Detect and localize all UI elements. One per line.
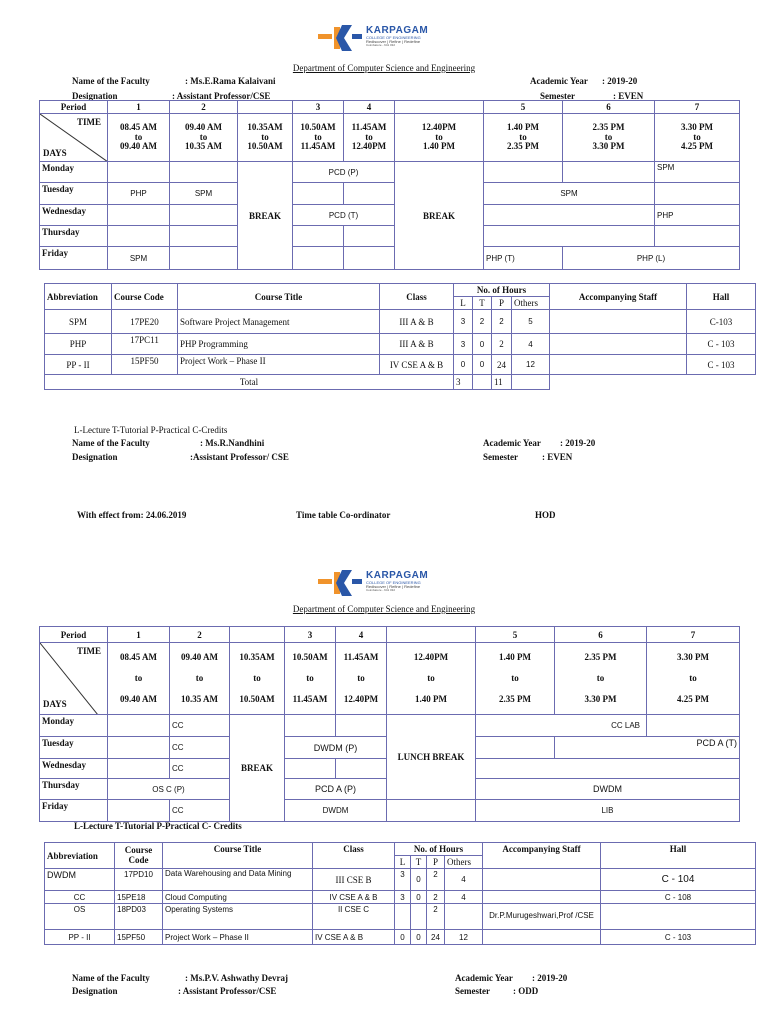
row-code: 17PD10 [115,869,163,891]
cell [476,737,555,759]
period-header: Period [40,627,108,643]
academic-year-label: Academic Year [483,438,541,448]
period-6: 6 [563,101,655,114]
time-slot-3: 10.50AM to 11.45AM [293,114,344,162]
row-p: 24 [492,355,512,375]
lunch-header-cell [395,101,484,114]
row-p: 2 [427,904,445,930]
thursday-dwdm: DWDM [476,779,740,800]
row-class: IV CSE A & B [380,355,454,375]
period-1: 1 [108,627,170,643]
friday-cc: CC [170,800,230,822]
row-staff [550,310,687,334]
row-class: IV CSE A & B [313,930,395,945]
header-t: T [411,856,427,869]
row-title: Cloud Computing [163,891,313,904]
row-abbr: PHP [45,334,112,355]
time-slot-break: 10.35AM to 10.50AM [230,643,285,715]
header-l: L [395,856,411,869]
table-row [45,869,756,891]
period-header: Period [40,101,108,114]
faculty-label: Name of the Faculty [72,438,150,448]
monday-cc-lab: CC LAB [476,715,647,737]
header-staff: Accompanying Staff [483,843,601,869]
faculty-value: : Ms.R.Nandhini [200,438,265,448]
row-t: 2 [473,310,492,334]
row-others: 12 [512,355,550,375]
period-5: 5 [484,101,563,114]
tuesday-spm: SPM [170,183,238,205]
logo-name: KARPAGAM [366,570,429,581]
cell [170,162,238,183]
break-header-cell [230,627,285,643]
semester-label: Semester [540,91,575,101]
days-label: DAYS [43,699,67,709]
lunch-column: LUNCH BREAK [387,715,476,800]
header-p: P [427,856,445,869]
row-staff [483,930,601,945]
period-3: 3 [293,101,344,114]
header-others: Others [445,856,483,869]
logo-line1: COLLEGE OF ENGINEERING [366,580,421,585]
cell [476,759,740,779]
break-header-cell [238,101,293,114]
cell [344,247,395,270]
tuesday-pcd: PCD A (T) [555,737,740,759]
total-l: 3 [454,375,473,390]
row-l: 3 [454,334,473,355]
logo-name: KARPAGAM [366,25,429,36]
day-wednesday: Wednesday [40,759,108,779]
row-staff [550,334,687,355]
row-staff [483,869,601,891]
time-slot-1: 08.45 AM to 09.40 AM [108,114,170,162]
cell [336,715,387,737]
row-t: 0 [411,930,427,945]
time-days-header [40,114,108,162]
academic-year-value: : 2019-20 [602,76,638,86]
day-wednesday: Wednesday [40,205,108,226]
day-thursday: Thursday [40,779,108,800]
period-3: 3 [285,627,336,643]
row-class: II CSE C [313,904,395,930]
total-p: 11 [492,375,512,390]
period-2: 2 [170,627,230,643]
monday-spm: SPM [655,162,740,183]
time-slot-4: 11.45AM to 12.40PM [344,114,395,162]
wednesday-pcd: PCD (T) [293,205,395,226]
logo-line3: Coimbatore - 641 032 [366,43,396,47]
tuesday-cc: CC [170,737,230,759]
row-hall: C - 103 [601,930,756,945]
row-code: 15PF50 [112,355,178,375]
monday-pcd: PCD (P) [293,162,395,183]
row-others [445,904,483,930]
table-row [45,334,756,355]
college-logo [318,25,468,51]
header-l: L [454,297,473,310]
day-friday: Friday [40,800,108,822]
row-abbr: PP - II [45,930,115,945]
header-staff: Accompanying Staff [550,284,687,310]
row-abbr: DWDM [45,869,115,891]
row-p: 24 [427,930,445,945]
header-course-title: Course Title [178,284,380,310]
row-others: 4 [512,334,550,355]
cell [647,715,740,737]
tuesday-spm-afternoon: SPM [484,183,655,205]
row-p: 2 [427,891,445,904]
cell [655,226,740,247]
break-column: BREAK [238,162,293,270]
cell [170,226,238,247]
total-row [45,375,756,390]
academic-year-label: Academic Year [530,76,588,86]
cell [170,247,238,270]
logo-line3: Coimbatore - 641 032 [366,588,396,592]
header-no-of-hours: No. of Hours [454,284,550,297]
row-l: 0 [454,355,473,375]
cell [387,800,476,822]
row-staff: Dr.P.Murugeshwari,Prof /CSE [483,904,601,930]
header-abbreviation: Abbreviation [45,284,112,310]
day-monday: Monday [40,162,108,183]
day-monday: Monday [40,715,108,737]
designation-label: Designation [72,91,118,101]
monday-cc: CC [170,715,230,737]
faculty-label: Name of the Faculty [72,76,150,86]
cell [550,375,756,390]
row-code: 15PE18 [115,891,163,904]
timetable-1 [39,100,740,270]
cell [108,162,170,183]
time-slot-lunch: 12.40PM to 1.40 PM [395,114,484,162]
time-label: TIME [76,646,101,656]
cell [344,226,395,247]
timetable-2 [39,626,740,822]
department-title: Department of Computer Science and Engineering [292,63,476,73]
cell [293,226,344,247]
break-column: BREAK [230,715,285,822]
lunch-header-cell [387,627,476,643]
row-abbr: SPM [45,310,112,334]
row-hall: C - 103 [687,334,756,355]
time-slot-2: 09.40 AM to 10.35 AM [170,643,230,715]
row-others: 5 [512,310,550,334]
row-abbr: PP - II [45,355,112,375]
cell [108,226,170,247]
time-slot-break: 10.35AM to 10.50AM [238,114,293,162]
row-l [395,904,411,930]
cell [108,715,170,737]
row-abbr: CC [45,891,115,904]
header-no-of-hours: No. of Hours [395,843,483,856]
header-course-code: Course Code [112,284,178,310]
friday-spm: SPM [108,247,170,270]
designation-value: : Assistant Professor/CSE [172,91,271,101]
days-label: DAYS [43,148,67,158]
day-tuesday: Tuesday [40,183,108,205]
semester-label: Semester [455,986,490,996]
faculty-label: Name of the Faculty [72,973,150,983]
logo-line1: COLLEGE OF ENGINEERING [366,35,421,40]
with-effect-from: With effect from: 24.06.2019 [77,510,187,520]
time-slot-7: 3.30 PM to 4.25 PM [647,643,740,715]
legend-2: L-Lecture T-Tutorial P-Practical C- Credits [74,821,242,831]
cell [285,715,336,737]
logo-line2: Rediscover | Refine | Redefine [366,584,421,589]
period-6: 6 [555,627,647,643]
row-title: Operating Systems [163,904,313,930]
row-others: 12 [445,930,483,945]
period-1: 1 [108,101,170,114]
time-slot-5: 1.40 PM to 2.35 PM [484,114,563,162]
time-slot-5: 1.40 PM to 2.35 PM [476,643,555,715]
day-friday: Friday [40,247,108,270]
tuesday-dwdm: DWDM (P) [285,737,387,759]
row-hall: C - 104 [601,869,756,891]
course-table-1 [44,283,756,390]
row-others: 4 [445,869,483,891]
row-class: III A & B [380,334,454,355]
row-t: 0 [411,869,427,891]
time-days-header [40,643,108,715]
karpagam-logo-icon [318,570,362,596]
thursday-os: OS C (P) [108,779,230,800]
table-row [45,904,756,930]
cell [655,183,740,205]
table-row [45,930,756,945]
row-l: 0 [395,930,411,945]
row-l: 3 [454,310,473,334]
row-class: IV CSE A & B [313,891,395,904]
row-p: 2 [427,869,445,891]
row-code: 17PE20 [112,310,178,334]
semester-value: : ODD [513,986,539,996]
time-slot-1: 08.45 AM to 09.40 AM [108,643,170,715]
designation-label: Designation [72,986,118,996]
day-thursday: Thursday [40,226,108,247]
friday-lib: LIB [476,800,740,822]
time-slot-2: 09.40 AM to 10.35 AM [170,114,238,162]
wednesday-php: PHP [655,205,740,226]
period-7: 7 [655,101,740,114]
friday-php-l: PHP (L) [563,247,740,270]
karpagam-logo-icon [318,25,362,51]
time-slot-3: 10.50AM to 11.45AM [285,643,336,715]
header-hall: Hall [601,843,756,869]
semester-value: : EVEN [613,91,644,101]
row-title: Project Work – Phase II [163,930,313,945]
period-4: 4 [336,627,387,643]
header-hall: Hall [687,284,756,310]
row-code: 18PD03 [115,904,163,930]
logo-line2: Rediscover | Refine | Redefine [366,39,421,44]
header-others: Others [512,297,550,310]
total-label: Total [45,375,454,390]
row-p: 2 [492,310,512,334]
row-code: 17PC11 [112,334,178,355]
row-abbr: OS [45,904,115,930]
academic-year-value: : 2019-20 [532,973,568,983]
faculty-value: : Ms.E.Rama Kalaivani [185,76,276,86]
cell [108,737,170,759]
table-row [45,355,756,375]
row-t [411,904,427,930]
table-row [45,310,756,334]
thursday-pcd: PCD A (P) [285,779,387,800]
row-title: Project Work – Phase II [178,355,380,375]
faculty-value: : Ms.P.V. Ashwathy Devraj [185,973,289,983]
row-title: Data Warehousing and Data Mining [163,869,313,891]
cell [108,205,170,226]
row-t: 0 [411,891,427,904]
row-staff [550,355,687,375]
row-code: 15PF50 [115,930,163,945]
time-slot-6: 2.35 PM to 3.30 PM [563,114,655,162]
time-slot-lunch: 12.40PM to 1.40 PM [387,643,476,715]
cell [344,183,395,205]
coordinator-label: Time table Co-ordinator [296,510,391,520]
academic-year-value: : 2019-20 [560,438,596,448]
row-class: III A & B [380,310,454,334]
period-4: 4 [344,101,395,114]
period-7: 7 [647,627,740,643]
lunch-column: BREAK [395,162,484,270]
period-2: 2 [170,101,238,114]
cell [484,226,655,247]
tuesday-php: PHP [108,183,170,205]
table-row [45,891,756,904]
header-t: T [473,297,492,310]
row-class: III CSE B [313,869,395,891]
time-slot-7: 3.30 PM to 4.25 PM [655,114,740,162]
cell [512,375,550,390]
friday-dwdm: DWDM [285,800,387,822]
row-others: 4 [445,891,483,904]
college-logo [318,570,468,596]
header-class: Class [313,843,395,869]
header-course-code: Course Code [115,843,163,869]
row-hall [601,904,756,930]
cell [170,205,238,226]
header-p: P [492,297,512,310]
cell [336,759,387,779]
row-l: 3 [395,869,411,891]
day-tuesday: Tuesday [40,737,108,759]
cell [285,759,336,779]
period-5: 5 [476,627,555,643]
semester-value: : EVEN [542,452,573,462]
row-p: 2 [492,334,512,355]
department-title: Department of Computer Science and Engineering [292,604,476,614]
cell [484,205,655,226]
header-class: Class [380,284,454,310]
row-title: PHP Programming [178,334,380,355]
cell [108,800,170,822]
course-table-2 [44,842,756,945]
semester-label: Semester [483,452,518,462]
row-hall: C-103 [687,310,756,334]
time-label: TIME [76,117,101,127]
friday-php-t: PHP (T) [484,247,563,270]
cell [108,759,170,779]
row-title: Software Project Management [178,310,380,334]
hod-label: HOD [535,510,556,520]
designation-value: : Assistant Professor/CSE [178,986,277,996]
row-t: 0 [473,355,492,375]
header-abbreviation: Abbreviation [45,843,115,869]
wednesday-cc: CC [170,759,230,779]
academic-year-label: Academic Year [455,973,513,983]
cell [293,247,344,270]
row-t: 0 [473,334,492,355]
time-slot-6: 2.35 PM to 3.30 PM [555,643,647,715]
cell [563,162,655,183]
row-staff [483,891,601,904]
cell [473,375,492,390]
cell [484,162,563,183]
row-hall: C - 103 [687,355,756,375]
cell [293,183,344,205]
row-l: 3 [395,891,411,904]
designation-label: Designation [72,452,118,462]
header-course-title: Course Title [163,843,313,869]
row-hall: C - 108 [601,891,756,904]
time-slot-4: 11.45AM to 12.40PM [336,643,387,715]
designation-value: :Assistant Professor/ CSE [190,452,289,462]
legend-1: L-Lecture T-Tutorial P-Practical C-Credits [74,425,228,435]
